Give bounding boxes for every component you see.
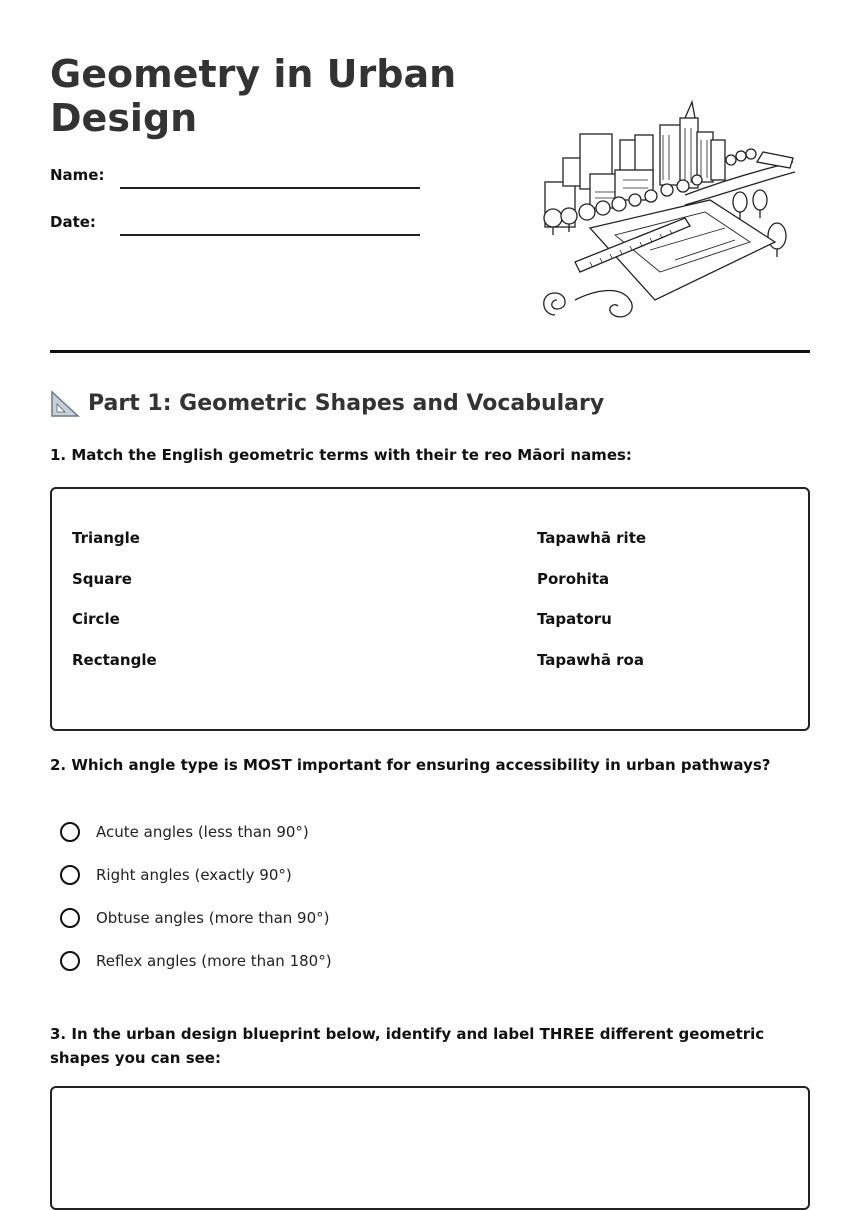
question-2-prompt: 2. Which angle type is MOST important for ensuring accessibility in urban pathways? <box>50 756 771 774</box>
question-1-prompt: 1. Match the English geometric terms with their te reo Māori names: <box>50 446 632 464</box>
blueprint-answer-box[interactable] <box>50 1086 810 1210</box>
english-term-triangle[interactable]: Triangle <box>72 529 140 547</box>
date-field[interactable] <box>120 234 420 236</box>
option-label: Right angles (exactly 90°) <box>96 866 292 884</box>
option-label: Reflex angles (more than 180°) <box>96 952 332 970</box>
radio-button[interactable] <box>60 908 80 928</box>
set-square-icon <box>50 388 80 418</box>
english-term-square[interactable]: Square <box>72 570 132 588</box>
city-blueprint-illustration <box>535 100 800 328</box>
maori-term-1[interactable]: Tapawhā rite <box>537 529 647 547</box>
option-label: Obtuse angles (more than 90°) <box>96 909 330 927</box>
option-right[interactable] <box>60 865 292 885</box>
question-3-prompt: 3. In the urban design blueprint below, identify and label THREE different geometric shapes you can see: <box>50 1025 765 1067</box>
radio-button[interactable] <box>60 822 80 842</box>
matching-box <box>50 487 810 731</box>
worksheet-title: Geometry in Urban Design <box>50 52 457 140</box>
name-label: Name: <box>50 166 105 184</box>
name-field[interactable] <box>120 187 420 189</box>
radio-button[interactable] <box>60 865 80 885</box>
maori-term-3[interactable]: Tapatoru <box>537 610 612 628</box>
english-term-rectangle[interactable]: Rectangle <box>72 651 157 669</box>
maori-term-4[interactable]: Tapawhā roa <box>537 651 644 669</box>
part1-heading: Part 1: Geometric Shapes and Vocabulary <box>88 390 605 416</box>
option-acute[interactable] <box>60 822 309 842</box>
english-term-circle[interactable]: Circle <box>72 610 120 628</box>
radio-button[interactable] <box>60 951 80 971</box>
date-label: Date: <box>50 213 96 231</box>
part1-heading-row <box>50 388 604 418</box>
option-reflex[interactable] <box>60 951 332 971</box>
option-label: Acute angles (less than 90°) <box>96 823 309 841</box>
section-divider <box>50 350 810 353</box>
maori-term-2[interactable]: Porohita <box>537 570 610 588</box>
option-obtuse[interactable] <box>60 908 330 928</box>
